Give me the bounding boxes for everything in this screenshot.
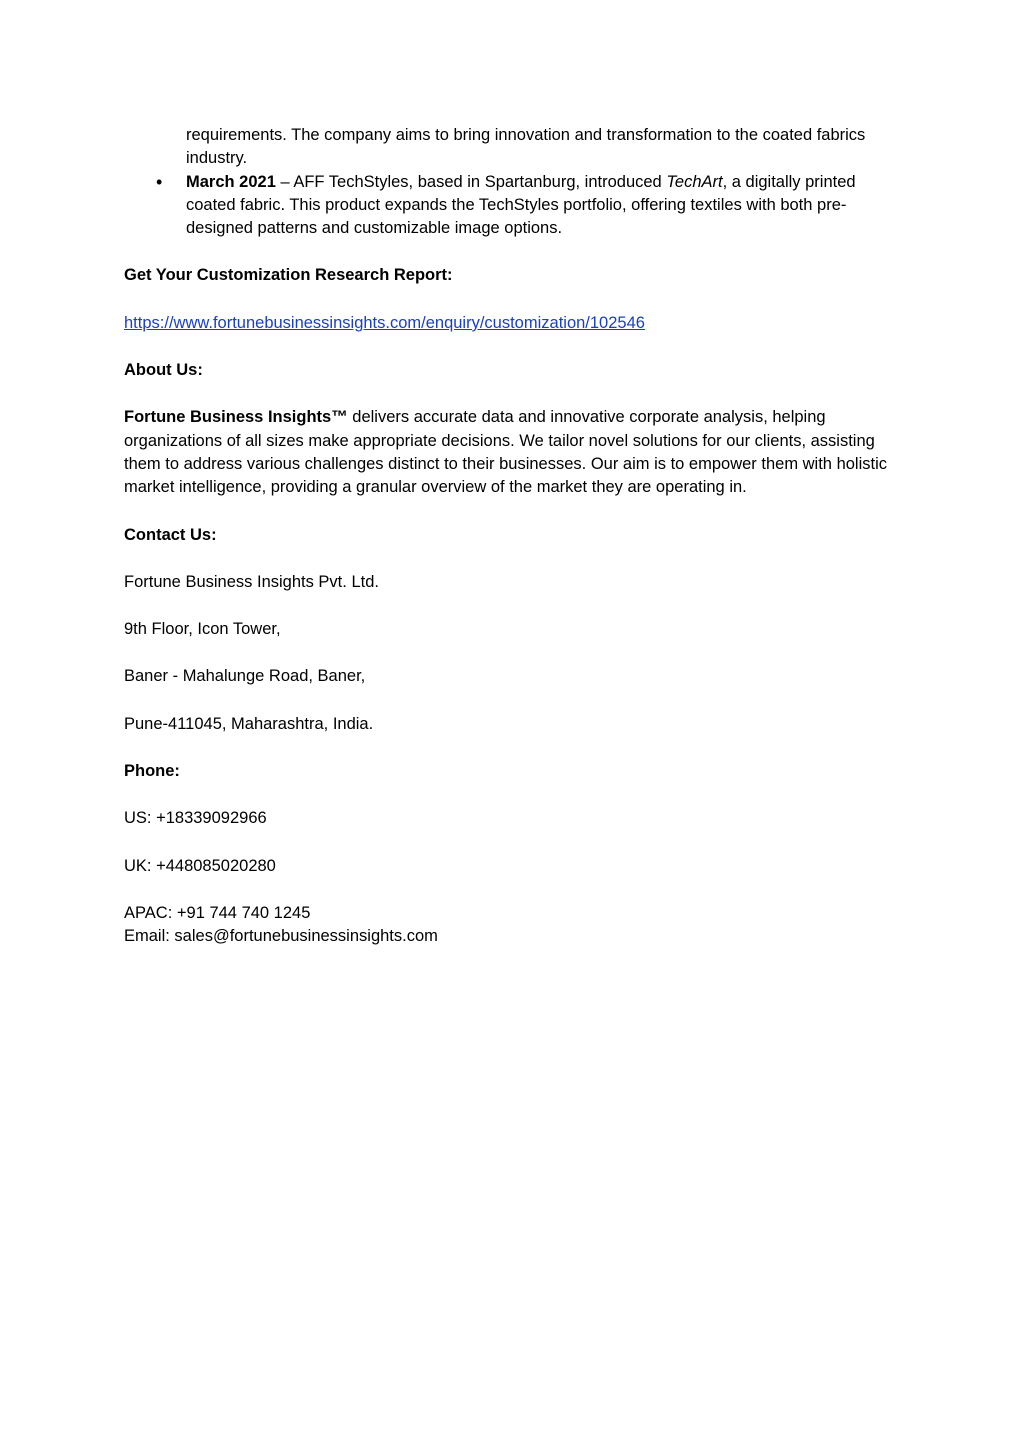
- contact-address-3: Pune-411045, Maharashtra, India.: [124, 714, 374, 733]
- customization-link[interactable]: https://www.fortunebusinessinsights.com/enquiry/customization/102546: [124, 313, 645, 332]
- news-item-product: TechArt: [666, 172, 723, 191]
- contact-address-1: 9th Floor, Icon Tower,: [124, 620, 281, 639]
- customization-heading: Get Your Customization Research Report:: [124, 266, 453, 285]
- news-item-text: [186, 171, 899, 241]
- contact-email: Email: sales@fortunebusinessinsights.com: [124, 927, 438, 946]
- news-item-continuation: requirements. The company aims to bring innovation and transformation to the coated fabrics industry.: [186, 126, 866, 168]
- contact-heading: Contact Us:: [124, 525, 217, 544]
- about-text: delivers accurate data and innovative corporate analysis, helping organizations of all sizes make appropriate decisions. We tailor novel solutions for our clients, assisting them to address various challenges distinct to their businesses. Our aim is to empower them with holistic market intelligence, providing a granular overview of the market they are operating in.: [124, 408, 888, 497]
- news-list-item: [156, 171, 899, 241]
- phone-heading: Phone:: [124, 762, 180, 781]
- contact-company: Fortune Business Insights Pvt. Ltd.: [124, 572, 379, 591]
- phone-uk: UK: +448085020280: [124, 856, 276, 875]
- bullet-icon: •: [156, 171, 163, 192]
- contact-address-2: Baner - Mahalunge Road, Baner,: [124, 667, 366, 686]
- news-item-body-2: , a digitally printed coated fabric. This product expands the TechStyles portfolio, offering textiles with both pre-designed patterns and customizable image options.: [186, 172, 856, 238]
- about-paragraph: [124, 406, 899, 499]
- about-heading: About Us:: [124, 361, 203, 380]
- news-item-body-1: – AFF TechStyles, based in Spartanburg, introduced: [275, 172, 667, 191]
- phone-us: US: +18339092966: [124, 809, 267, 828]
- phone-apac: APAC: +91 744 740 1245: [124, 903, 311, 922]
- about-company-name: Fortune Business Insights™: [124, 408, 348, 427]
- document-page: [124, 124, 899, 949]
- news-item-date: March 2021: [186, 172, 276, 191]
